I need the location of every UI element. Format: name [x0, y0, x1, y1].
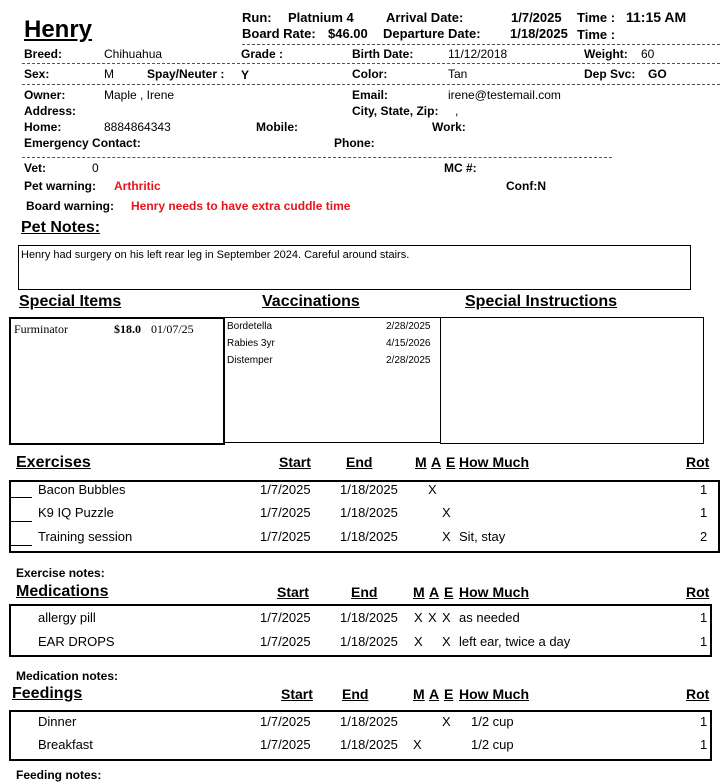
- exercise-name: Training session: [38, 529, 133, 544]
- col-rot: Rot: [686, 686, 710, 702]
- col-e: E: [444, 686, 454, 702]
- depsvc-value: GO: [648, 67, 667, 81]
- sex-value: M: [104, 67, 114, 81]
- exercise-rot: 2: [700, 529, 708, 544]
- divider: [242, 44, 720, 45]
- col-a: A: [431, 454, 442, 470]
- col-m: M: [413, 584, 425, 600]
- spay-value: Y: [241, 68, 250, 82]
- medication-rot: 1: [700, 634, 708, 649]
- pet-warning-label: Pet warning:: [24, 179, 97, 193]
- vet-value: 0: [92, 161, 99, 175]
- medication-name: EAR DROPS: [38, 634, 115, 649]
- phone-label: Phone:: [334, 136, 375, 150]
- breed-label: Breed:: [24, 47, 63, 61]
- exercise-how: Sit, stay: [459, 529, 506, 544]
- vaccination-name: Distemper: [227, 355, 273, 366]
- color-label: Color:: [352, 67, 388, 81]
- work-label: Work:: [432, 120, 466, 134]
- pet-notes-box: [18, 245, 691, 290]
- feeding-rot: 1: [700, 737, 708, 752]
- special-instructions-box: [440, 317, 704, 444]
- medication-end: 1/18/2025: [340, 634, 398, 649]
- mobile-label: Mobile:: [256, 120, 298, 134]
- col-start: Start: [277, 584, 309, 600]
- col-a: A: [429, 686, 440, 702]
- col-rot: Rot: [686, 584, 710, 600]
- medication-start: 1/7/2025: [260, 634, 311, 649]
- feeding-e: X: [442, 714, 451, 729]
- board-rate-value: $46.00: [328, 26, 368, 41]
- check-blank[interactable]: [10, 521, 32, 522]
- vaccination-date: 2/28/2025: [386, 321, 431, 332]
- birth-label: Birth Date:: [352, 47, 414, 61]
- vaccinations-box: [224, 317, 441, 443]
- special-item-name: Furminator: [14, 322, 68, 336]
- weight-value: 60: [641, 47, 655, 61]
- special-instructions-title: Special Instructions: [465, 293, 618, 310]
- run-value: Platnium 4: [288, 10, 354, 25]
- exercise-a: X: [442, 505, 451, 520]
- divider: [22, 157, 612, 158]
- col-start: Start: [281, 686, 313, 702]
- col-e: E: [446, 454, 456, 470]
- city-value: ,: [455, 104, 459, 118]
- medication-end: 1/18/2025: [340, 610, 398, 625]
- medication-notes-label: Medication notes:: [16, 669, 119, 683]
- medication-m: X: [414, 634, 423, 649]
- mc-label: MC #:: [444, 161, 477, 175]
- feeding-end: 1/18/2025: [340, 737, 398, 752]
- vaccination-date: 4/15/2026: [386, 338, 431, 349]
- medication-a: X: [428, 610, 437, 625]
- board-warning-label: Board warning:: [26, 199, 115, 213]
- exercise-e: X: [442, 529, 451, 544]
- pet-notes-title: Pet Notes:: [21, 219, 101, 236]
- exercise-m: X: [428, 482, 437, 497]
- col-e: E: [444, 584, 454, 600]
- home-label: Home:: [24, 120, 62, 134]
- time2-label: Time :: [577, 27, 616, 42]
- spay-label: Spay/Neuter :: [147, 67, 225, 81]
- run-label: Run:: [242, 10, 272, 25]
- feeding-how: 1/2 cup: [471, 714, 514, 729]
- feeding-rot: 1: [700, 714, 708, 729]
- col-m: M: [415, 454, 427, 470]
- medication-rot: 1: [700, 610, 708, 625]
- special-item-price: $18.0: [114, 322, 141, 336]
- pet-warning-value: Arthritic: [114, 179, 161, 193]
- feeding-start: 1/7/2025: [260, 737, 311, 752]
- arrival-value: 1/7/2025: [511, 10, 562, 25]
- medication-how: left ear, twice a day: [459, 634, 571, 649]
- divider: [22, 84, 720, 85]
- conf-label: Conf:N: [506, 179, 546, 193]
- col-a: A: [429, 584, 440, 600]
- exercise-notes-label: Exercise notes:: [16, 566, 105, 580]
- exercise-end: 1/18/2025: [340, 482, 398, 497]
- exercise-start: 1/7/2025: [260, 482, 311, 497]
- pet-name: Henry: [24, 16, 93, 43]
- col-m: M: [413, 686, 425, 702]
- medication-how: as needed: [459, 610, 520, 625]
- depsvc-label: Dep Svc:: [584, 67, 636, 81]
- feeding-name: Breakfast: [38, 737, 93, 752]
- vaccination-date: 2/28/2025: [386, 355, 431, 366]
- col-how-much: How Much: [459, 686, 529, 702]
- feeding-notes-label: Feeding notes:: [16, 768, 102, 782]
- exercise-start: 1/7/2025: [260, 529, 311, 544]
- grade-label: Grade :: [241, 47, 284, 61]
- feeding-name: Dinner: [38, 714, 77, 729]
- exercise-rot: 1: [700, 482, 708, 497]
- exercise-end: 1/18/2025: [340, 529, 398, 544]
- special-item-date: 01/07/25: [151, 322, 194, 336]
- medication-start: 1/7/2025: [260, 610, 311, 625]
- feedings-title: Feedings: [12, 685, 83, 702]
- pet-notes-text: Henry had surgery on his left rear leg in September 2024. Careful around stairs.: [21, 249, 410, 261]
- vaccinations-title: Vaccinations: [262, 293, 360, 310]
- exercises-title: Exercises: [16, 454, 91, 471]
- col-how-much: How Much: [459, 454, 529, 470]
- sex-label: Sex:: [24, 67, 50, 81]
- medication-e: X: [442, 610, 451, 625]
- medication-name: allergy pill: [38, 610, 96, 625]
- departure-value: 1/18/2025: [510, 26, 568, 41]
- address-label: Address:: [24, 104, 77, 118]
- feeding-how: 1/2 cup: [471, 737, 514, 752]
- exercise-start: 1/7/2025: [260, 505, 311, 520]
- check-blank[interactable]: [10, 545, 32, 546]
- board-warning-value: Henry needs to have extra cuddle time: [131, 199, 351, 213]
- departure-label: Departure Date:: [383, 26, 481, 41]
- breed-value: Chihuahua: [104, 47, 163, 61]
- vet-label: Vet:: [24, 161, 47, 175]
- owner-value: Maple , Irene: [104, 88, 175, 102]
- color-value: Tan: [448, 67, 468, 81]
- time1-label: Time :: [577, 10, 616, 25]
- email-value[interactable]: irene@testemail.com: [448, 88, 561, 102]
- col-start: Start: [279, 454, 311, 470]
- medication-e: X: [442, 634, 451, 649]
- exercise-rot: 1: [700, 505, 708, 520]
- col-end: End: [351, 584, 378, 600]
- weight-label: Weight:: [584, 47, 628, 61]
- exercise-name: Bacon Bubbles: [38, 482, 126, 497]
- vaccination-name: Rabies 3yr: [227, 338, 275, 349]
- home-value: 8884864343: [104, 120, 171, 134]
- medications-title: Medications: [16, 583, 109, 600]
- board-rate-label: Board Rate:: [242, 26, 316, 41]
- divider: [22, 63, 720, 64]
- exercise-name: K9 IQ Puzzle: [38, 505, 114, 520]
- check-blank[interactable]: [10, 497, 32, 498]
- feeding-m: X: [413, 737, 422, 752]
- exercise-end: 1/18/2025: [340, 505, 398, 520]
- email-label: Email:: [352, 88, 389, 102]
- special-items-title: Special Items: [19, 293, 122, 310]
- owner-label: Owner:: [24, 88, 66, 102]
- col-how-much: How Much: [459, 584, 529, 600]
- time1-value: 11:15 AM: [626, 9, 687, 25]
- feeding-end: 1/18/2025: [340, 714, 398, 729]
- feeding-start: 1/7/2025: [260, 714, 311, 729]
- city-label: City, State, Zip:: [352, 104, 439, 118]
- col-end: End: [346, 454, 373, 470]
- col-rot: Rot: [686, 454, 710, 470]
- birth-value: 11/12/2018: [448, 47, 508, 61]
- emergency-label: Emergency Contact:: [24, 136, 141, 150]
- medication-m: X: [414, 610, 423, 625]
- col-end: End: [342, 686, 369, 702]
- vaccination-name: Bordetella: [227, 321, 273, 332]
- arrival-label: Arrival Date:: [386, 10, 464, 25]
